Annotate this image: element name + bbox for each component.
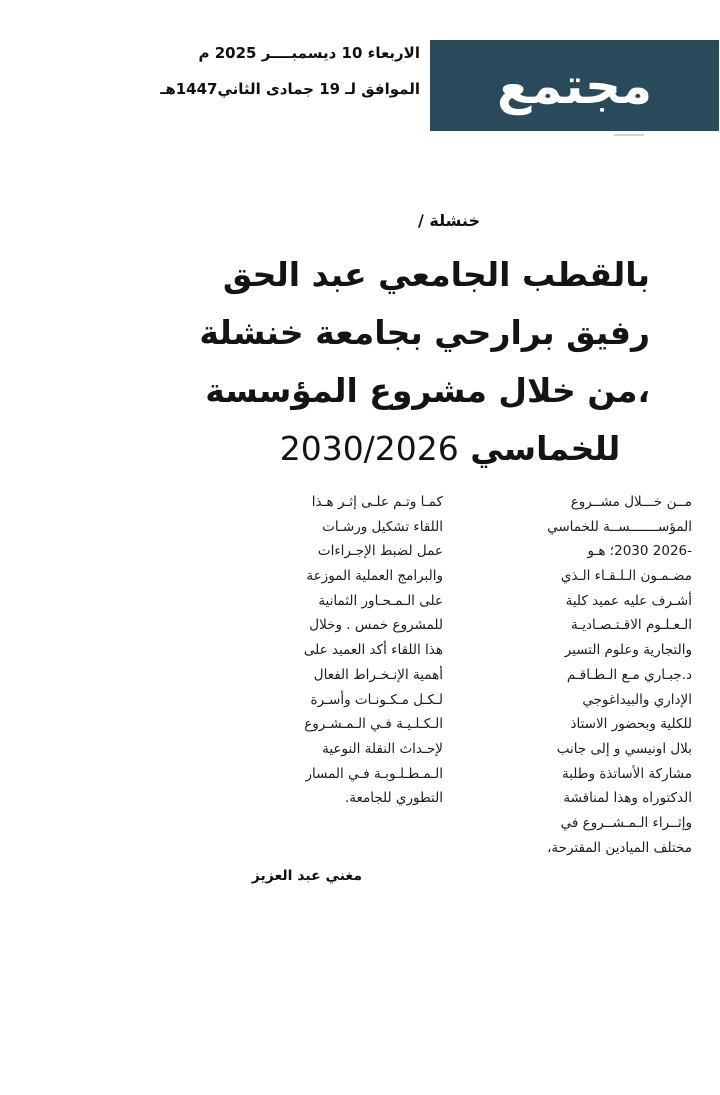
body-line: والبرامج العملية الموزعة (306, 568, 443, 585)
headline-line (250, 420, 650, 478)
article-column-left (225, 490, 443, 811)
body-line: والتجارية وعلوم التسير (564, 642, 692, 659)
body-line: للمشروع خمس . وخلال (309, 617, 443, 634)
dateline-hijri: الموافق لـ 19 جمادى الثاني1447هـ (160, 80, 420, 98)
headline-line: بالقطب الجامعي عبد الحق (222, 255, 650, 294)
body-line: مضـمـون الـلـقـاء الـذي (560, 568, 692, 585)
body-line: -2026 2030؛ هـو (587, 543, 692, 560)
body-line: الـمـطـلـوبـة فـي المسار (305, 765, 443, 782)
body-line: المؤســـــــســة للخماسي (547, 518, 692, 535)
body-line: مشاركة الأساتذة وطلبة (562, 765, 692, 782)
body-line: الـكـلـيـة فـي الـمـشـروع (304, 716, 443, 733)
body-line: مــن خـــلال مشــروع (570, 494, 692, 510)
body-line: للكلية وبحضور الاستاذ (570, 716, 692, 733)
body-line: لإحـداث النقلة النوعية (322, 740, 443, 757)
body-line: الدكتوراه وهذا لمناقشة (563, 790, 692, 807)
section-banner (430, 40, 719, 131)
body-line: بلال اونيسي و إلى جانب (556, 740, 692, 757)
headline-word: للخماسي (470, 429, 621, 468)
body-line: الـعـلـوم الاقـتـصـاديـة (571, 617, 692, 634)
body-line: أهمية الإنـخـراط الفعال (313, 666, 443, 683)
article-byline: مغني عبد العزيز (251, 868, 362, 884)
headline-line: رفيق برارحي بجامعة خنشلة (199, 313, 650, 352)
banner-underline (614, 134, 644, 136)
body-line: الإداري والبيداغوجي (582, 691, 692, 708)
article-column-right (460, 490, 692, 860)
body-line: عمل لضبط الإجـراءات (317, 543, 443, 560)
body-line: هذا اللقاء أكد العميد على (303, 642, 443, 659)
headline-line: ،من خلال مشروع المؤسسة (205, 371, 650, 410)
body-line: كمـا وتـم علـى إثـر هـذا (311, 494, 443, 510)
body-line: أشـرف عليه عميد كلية (565, 592, 692, 609)
body-line: وإثــراء الـمـشــروع في (560, 814, 692, 831)
body-line: على الـمـحـاور الثمانية (318, 592, 443, 609)
body-line: مختلف الميادين المقترحة، (547, 839, 692, 856)
body-line: لـكـل مـكـونـات وأسـرة (310, 691, 443, 708)
headline-years: 2030/2026 (279, 429, 459, 468)
body-line: اللقاء تشكيل ورشـات (322, 518, 443, 535)
body-line: التطوري للجامعة. (344, 790, 443, 807)
body-line: د.جبـاري مـع الـطـاقـم (566, 666, 692, 683)
section-title: مجتمع (496, 56, 653, 115)
dateline-gregorian: الاربعاء 10 ديسمبــــر 2025 م (198, 44, 420, 62)
article-location: خنشلة / (418, 211, 480, 230)
article-headline (199, 246, 650, 478)
